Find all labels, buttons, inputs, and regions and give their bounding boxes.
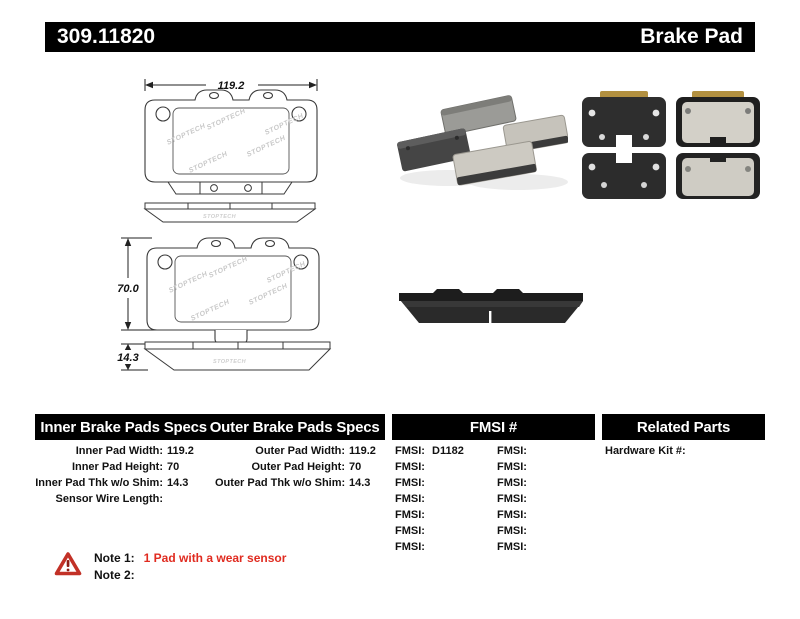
spec-row [215,459,390,475]
spec-label: Outer Pad Thk w/o Shim: [215,477,346,489]
pad-side-view-2 [145,342,330,370]
spec-row [215,443,390,459]
spec-value: 70 [167,461,180,473]
product-photo-pads-grid [578,85,763,203]
fmsi-header: FMSI # [469,418,518,436]
thickness-dim-label: 14.3 [117,352,139,364]
fmsi-row [395,491,495,507]
warning-triangle-icon [54,551,82,577]
spec-label: Inner Pad Width: [75,445,163,457]
svg-text:STOPTECH: STOPTECH [165,122,207,147]
related-parts-header-bar [602,414,765,440]
spec-row [35,459,210,475]
svg-text:STOPTECH: STOPTECH [245,134,287,159]
spec-label: Outer Pad Height: [251,461,345,473]
svg-text:STOPTECH: STOPTECH [189,298,231,323]
fmsi-label: FMSI: [395,445,425,457]
fmsi-label: FMSI: [395,461,425,473]
related-parts-list [605,443,765,459]
outer-specs-header: Outer Brake Pads Specs [209,418,380,436]
related-parts-header: Related Parts [636,418,731,436]
part-number: 309.11820 [57,25,156,48]
outer-specs-list [215,443,390,491]
fmsi-header-bar [392,414,595,440]
spec-label: Outer Pad Width: [255,445,345,457]
fmsi-label: FMSI: [395,541,425,553]
fmsi-label: FMSI: [395,493,425,505]
spec-value: 119.2 [167,445,194,457]
fmsi-row [395,475,495,491]
spec-row [35,475,210,491]
fmsi-label: FMSI: [497,509,527,521]
width-dim-label: 119.2 [217,80,245,92]
inner-specs-list [35,443,210,507]
fmsi-row [395,539,495,555]
notes-block [94,550,286,584]
svg-text:STOPTECH: STOPTECH [263,112,305,137]
svg-text:STOPTECH: STOPTECH [205,107,247,132]
fmsi-label: FMSI: [497,445,527,457]
spec-value: 14.3 [167,477,189,489]
spec-value: 70 [349,461,362,473]
note1-label: Note 1: [94,551,135,565]
fmsi-list-right [497,443,597,555]
fmsi-row [395,523,495,539]
note-2 [94,567,286,584]
spec-label: Inner Pad Height: [71,461,163,473]
spec-value: 14.3 [349,477,371,489]
spec-label: Sensor Wire Length: [55,493,163,505]
technical-diagram [108,68,353,380]
fmsi-row [497,459,597,475]
specs-header-bar [35,414,385,440]
spec-value: 119.2 [349,445,376,457]
fmsi-label: FMSI: [497,477,527,489]
product-photo-pad-edge [393,275,588,335]
fmsi-row [497,507,597,523]
svg-text:STOPTECH: STOPTECH [247,282,289,307]
related-row [605,443,765,459]
fmsi-row [497,475,597,491]
fmsi-list-left [395,443,495,555]
fmsi-label: FMSI: [497,525,527,537]
fmsi-label: FMSI: [395,509,425,521]
pad-side-view-1 [145,203,315,222]
pad-front-view-1 [145,90,317,194]
page-title: Brake Pad [640,25,743,48]
fmsi-row [395,459,495,475]
fmsi-row [395,507,495,523]
fmsi-label: FMSI: [497,461,527,473]
inner-specs-header: Inner Brake Pads Specs [40,418,207,436]
fmsi-label: FMSI: [395,525,425,537]
note-1 [94,550,286,567]
note1-text: 1 Pad with a wear sensor [143,551,287,565]
height-dim-label: 70.0 [117,283,139,295]
svg-text:STOPTECH: STOPTECH [203,214,237,220]
spec-row [35,491,210,507]
spec-row [215,475,390,491]
spec-row [35,443,210,459]
svg-text:STOPTECH: STOPTECH [265,260,307,285]
fmsi-label: FMSI: [497,493,527,505]
svg-text:STOPTECH: STOPTECH [187,150,229,175]
fmsi-label: FMSI: [395,477,425,489]
fmsi-row [395,443,495,459]
svg-text:STOPTECH: STOPTECH [213,359,247,365]
related-label: Hardware Kit #: [605,445,686,457]
fmsi-label: FMSI: [497,541,527,553]
fmsi-row [497,443,597,459]
spec-label: Inner Pad Thk w/o Shim: [35,477,163,489]
fmsi-value: D1182 [432,445,464,457]
svg-text:STOPTECH: STOPTECH [167,270,209,295]
header-bar [45,22,755,52]
fmsi-row [497,491,597,507]
svg-text:STOPTECH: STOPTECH [207,255,249,280]
note2-label: Note 2: [94,568,135,582]
pad-front-view-2 [147,238,319,343]
fmsi-row [497,539,597,555]
fmsi-row [497,523,597,539]
product-photo-pads-angled [393,90,568,195]
